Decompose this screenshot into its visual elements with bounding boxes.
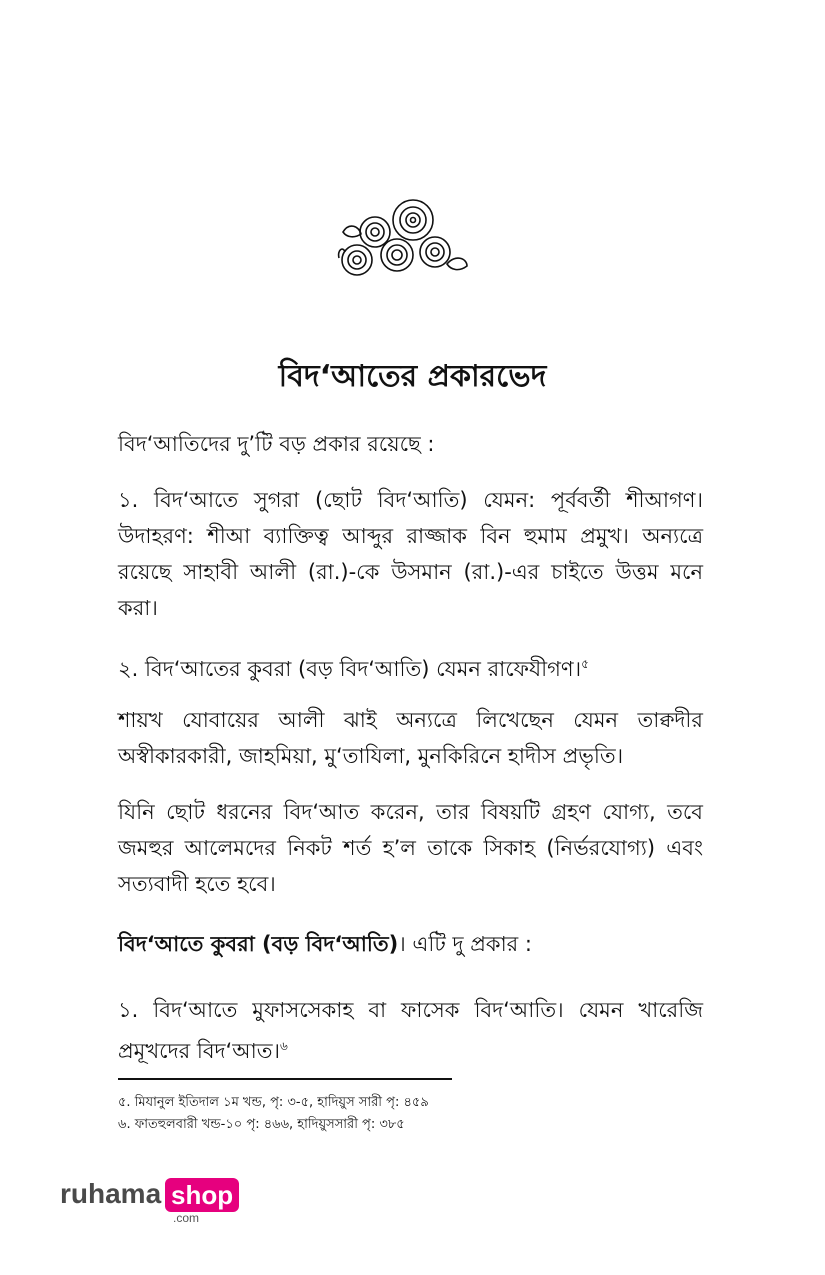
spiral-flower-ornament-icon xyxy=(335,192,470,282)
intro-paragraph: বিদ‘আতিদের দু’টি বড় প্রকার রয়েছে : xyxy=(118,432,435,456)
logo-text-ruhama: ruhama xyxy=(60,1178,162,1209)
point-3-text: ১. বিদ‘আতে মুফাসসেকাহ বা ফাসেক বিদ‘আতি। যেমন খারেজি প্রমূখদের বিদ‘আত। xyxy=(118,998,703,1063)
paragraph-5-bold: বিদ‘আতে কুবরা (বড় বিদ‘আতি) xyxy=(118,932,399,956)
footnote-5: ৫. মিযানুল ইতিদাল ১ম খন্ড, পৃ: ৩-৫, হাদিয়ুস সারী পৃ: ৪৫৯ xyxy=(118,1095,429,1110)
page-title: বিদ‘আতের প্রকারভেদ xyxy=(278,359,547,394)
paragraph-4: যিনি ছোট ধরনের বিদ‘আত করেন, তার বিষয়টি গ্রহণ যোগ্য, তবে জমহুর আলেমদের নিকট শর্ত হ’ল তাকে সিকাহ (নির্ভরযোগ্য) এবং সত্যবাদী হতে হবে। xyxy=(118,800,703,896)
footnote-ref-6: ৬ xyxy=(280,1039,288,1053)
paragraph-5-rest: । এটি দু প্রকার : xyxy=(398,932,532,956)
footnote-6: ৬. ফাতহুলবারী খন্ড-১০ পৃ: ৪৬৬, হাদিয়ুসসারী পৃ: ৩৮৫ xyxy=(118,1117,405,1132)
paragraph-3: শায়খ যোবায়ের আলী ঝাই অন্যত্রে লিখেছেন যেমন তাক্বদীর অস্বীকারকারী, জাহমিয়া, মু‘তাযিলা, মুনকিরিনে হাদীস প্রভৃতি। xyxy=(118,708,703,768)
logo-text-shop: shop xyxy=(165,1178,239,1212)
logo-text-com: .com xyxy=(173,1211,200,1225)
point-2-text: ২. বিদ‘আতের কুবরা (বড় বিদ‘আতি) যেমন রাফেযীগণ। xyxy=(118,657,582,681)
footnote-ref-5: ৫ xyxy=(581,657,589,671)
point-3-paragraph xyxy=(118,992,703,1069)
point-1-paragraph: ১. বিদ‘আতে সুগরা (ছোট বিদ‘আতি) যেমন: পূর্ববর্তী শীআগণ। উদাহরণ: শীআ ব্যাক্তিত্ব আব্দুর রাজ্জাক বিন হুমাম প্রমুখ। অন্যত্রে রয়েছে সাহাবী আলী (রা.)-কে উসমান (রা.)-এর চাইতে উত্তম মনে করা। xyxy=(118,488,703,620)
footnote-divider xyxy=(118,1078,452,1080)
point-2-paragraph xyxy=(118,646,703,687)
paragraph-5 xyxy=(118,926,703,962)
